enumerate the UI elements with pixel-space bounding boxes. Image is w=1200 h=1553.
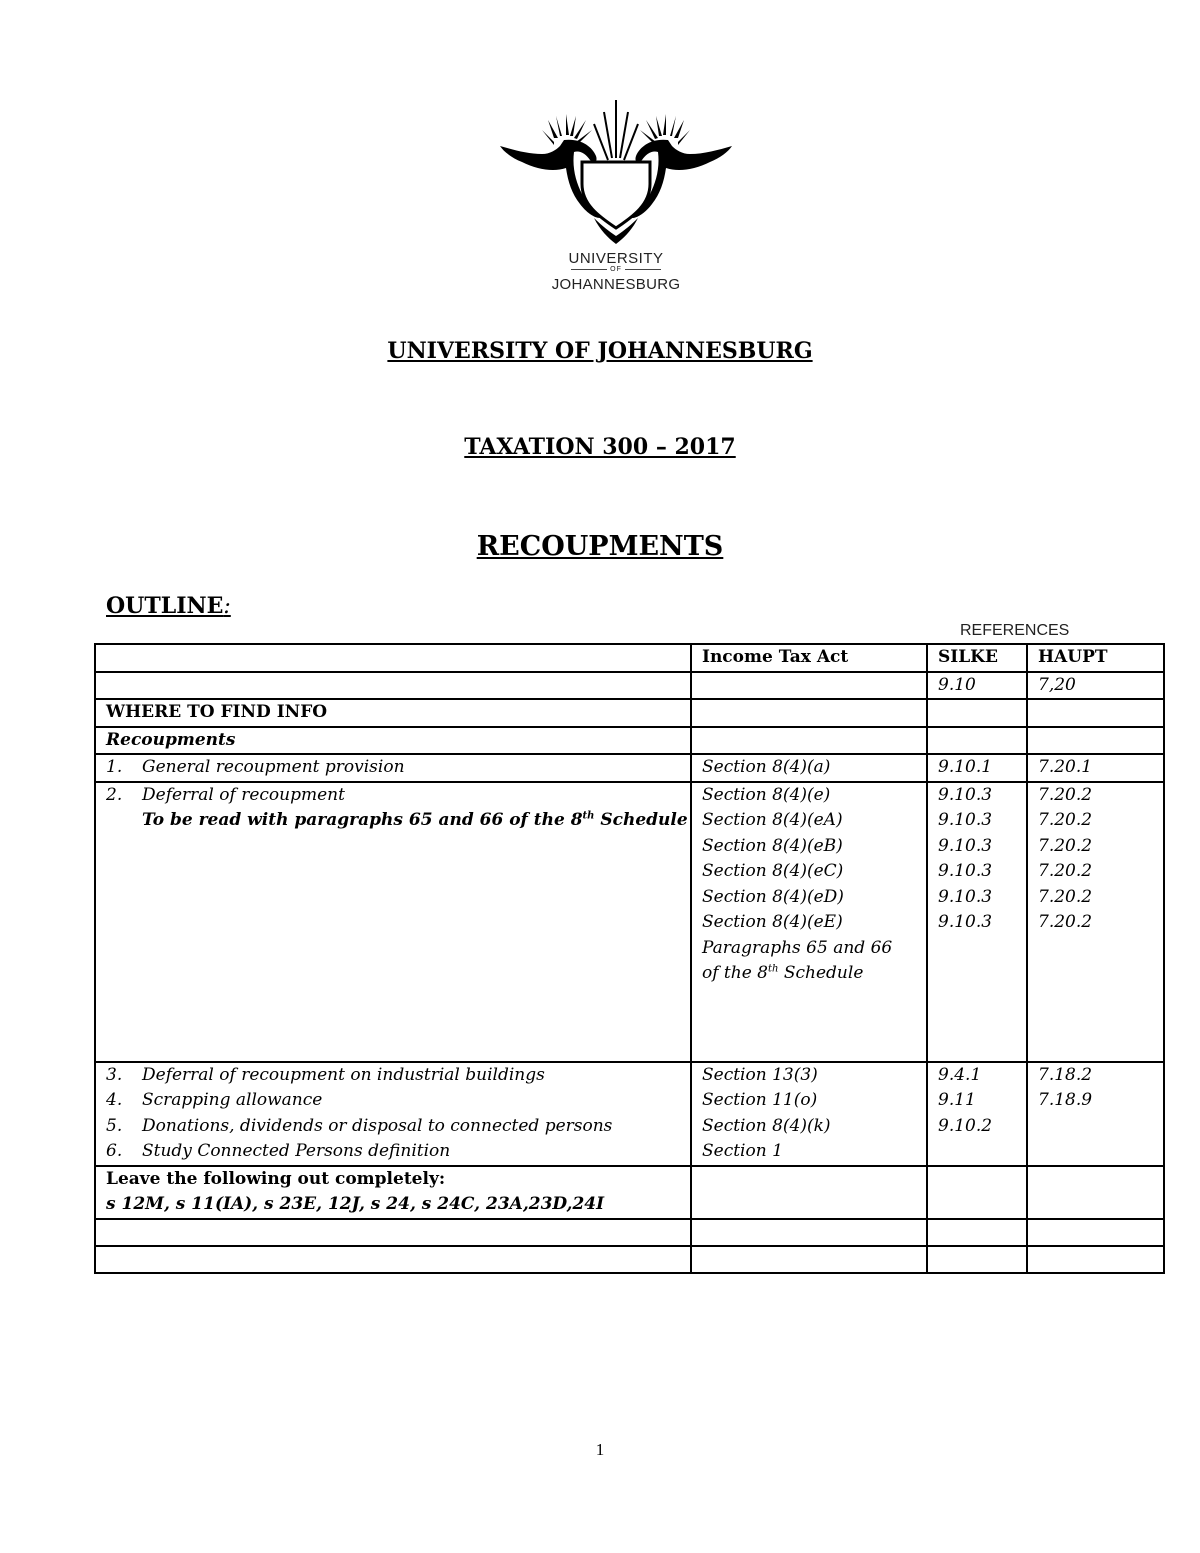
item2-description: 2. Deferral of recoupment To be read with paragraphs 65 and 66 of the 8th Schedule — [95, 782, 691, 1062]
leave-out-cell — [95, 1166, 691, 1219]
leave-out-title: Leave the following out completely: — [106, 1168, 446, 1189]
item1-description: 1. General recoupment provision — [95, 754, 691, 782]
item1-act: Section 8(4)(a) — [691, 754, 927, 782]
page-number: 1 — [595, 1440, 605, 1459]
table-row-empty — [95, 1246, 1164, 1273]
crest-icon — [498, 98, 734, 248]
item1-silke: 9.10.1 — [927, 754, 1027, 782]
table-row-chapter — [95, 672, 1164, 700]
items3-6-silke: 9.4.1 9.11 9.10.2 — [927, 1062, 1027, 1166]
items3-6-act: Section 13(3) Section 11(o) Section 8(4)(k) Section 1 — [691, 1062, 927, 1166]
table-row-section-title — [95, 727, 1164, 755]
item2-haupt: 7.20.2 7.20.2 7.20.2 7.20.2 7.20.2 7.20.2 — [1027, 782, 1164, 1062]
header-silke: SILKE — [927, 644, 1027, 672]
header-blank — [95, 644, 691, 672]
course-title: TAXATION 300 – 2017 — [464, 434, 736, 460]
table-row-item1 — [95, 754, 1164, 782]
items3-6-description: 3. Deferral of recoupment on industrial buildings 4. Scrapping allowance 5. Donations, dividends or disposal to connected persons 6. Study Connected Persons definition — [95, 1062, 691, 1166]
logo-text-johannesburg: JOHANNESBURG — [551, 276, 681, 293]
header-income-tax-act: Income Tax Act — [691, 644, 927, 672]
item2-silke: 9.10.3 9.10.3 9.10.3 9.10.3 9.10.3 9.10.3 — [927, 782, 1027, 1062]
university-title: UNIVERSITY OF JOHANNESBURG — [387, 338, 813, 364]
item2-act: Section 8(4)(e) Section 8(4)(eA) Section 8(4)(eB) Section 8(4)(eC) Section 8(4)(eD) Section 8(4)(eE) Paragraphs 65 and 66 of the 8th Schedule — [691, 782, 927, 1062]
table-row-items3-6 — [95, 1062, 1164, 1166]
outline-table — [94, 643, 1165, 1274]
where-to-find-info: WHERE TO FIND INFO — [95, 699, 691, 727]
item1-haupt: 7.20.1 — [1027, 754, 1164, 782]
logo-text-of: OF — [498, 266, 734, 273]
items3-6-haupt: 7.18.2 7.18.9 — [1027, 1062, 1164, 1166]
table-row-where — [95, 699, 1164, 727]
silke-chapter: 9.10 — [927, 672, 1027, 700]
recoupments-subheading: Recoupments — [95, 727, 691, 755]
table-header-row — [95, 644, 1164, 672]
topic-title: RECOUPMENTS — [476, 531, 724, 562]
header-haupt: HAUPT — [1027, 644, 1164, 672]
table-row-empty — [95, 1219, 1164, 1246]
item2-note: To be read with paragraphs 65 and 66 of the 8th Schedule — [142, 810, 688, 830]
leave-out-list: s 12M, s 11(IA), s 23E, 12J, s 24, s 24C, 23A,23D,24I — [106, 1194, 605, 1214]
logo-text-university: UNIVERSITY — [568, 250, 664, 267]
haupt-chapter: 7,20 — [1027, 672, 1164, 700]
references-label: REFERENCES — [960, 622, 1070, 639]
table-row-leave-out — [95, 1166, 1164, 1219]
university-logo — [498, 98, 734, 298]
table-row-item2 — [95, 782, 1164, 1062]
outline-heading: OUTLINE: — [106, 593, 231, 619]
